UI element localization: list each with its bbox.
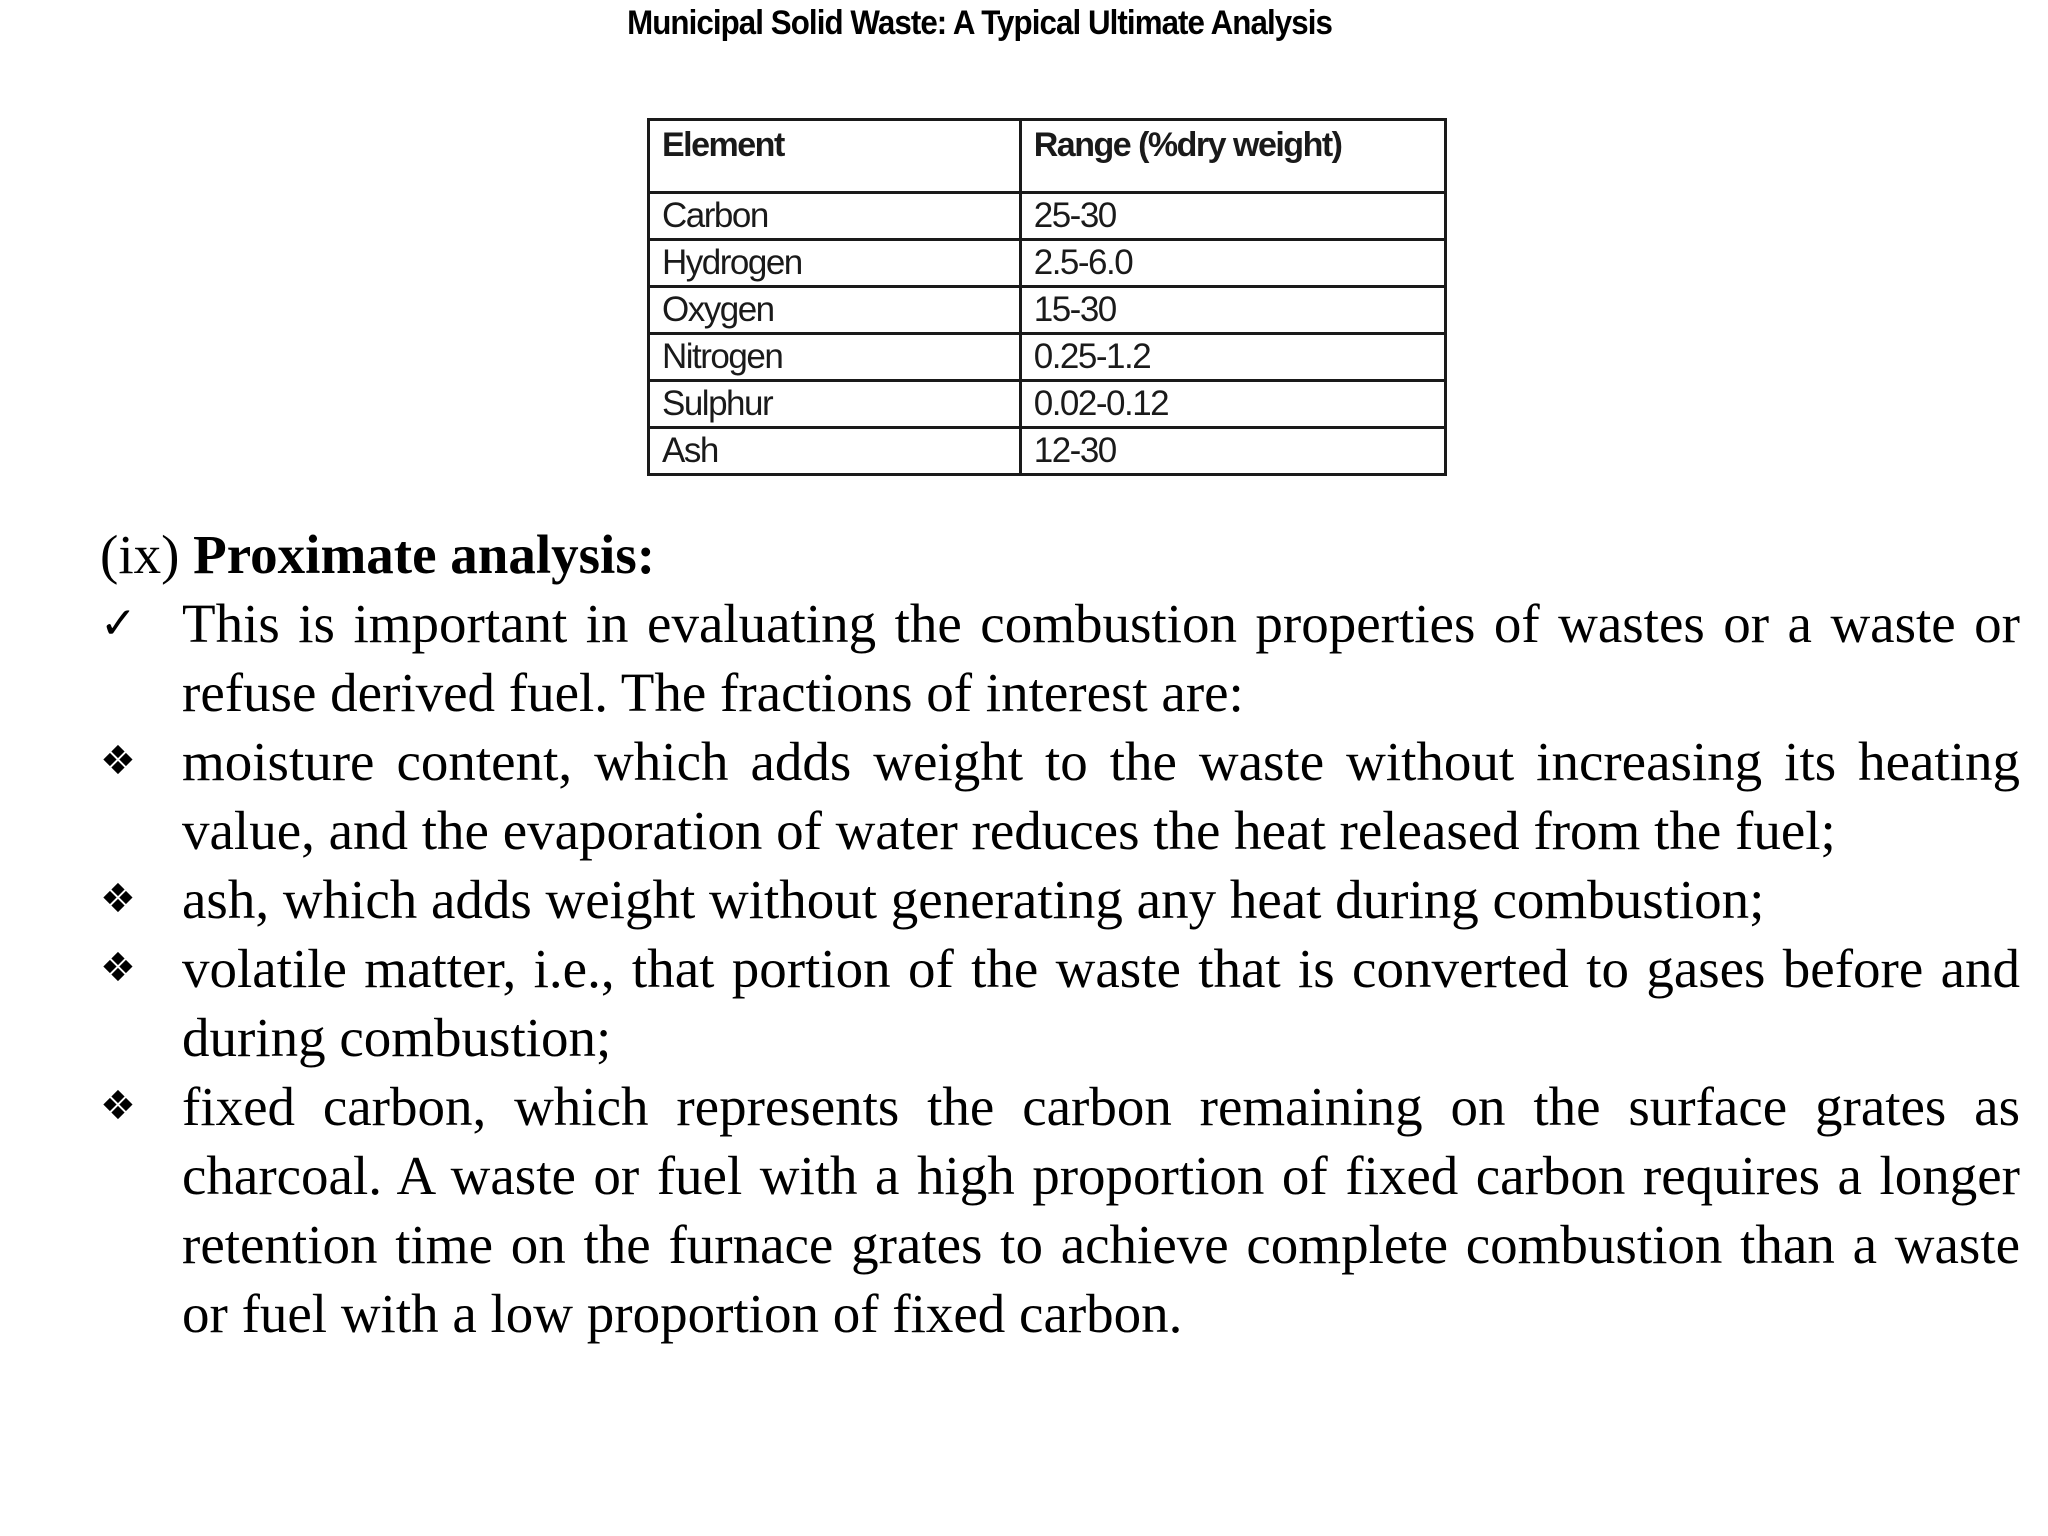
element-cell: Hydrogen: [649, 240, 1021, 287]
range-cell: 0.02-0.12: [1020, 381, 1445, 428]
bullet-text: volatile matter, i.e., that portion of the waste that is converted to gases before and during combustion;: [182, 938, 2020, 1068]
table-header-row: [649, 120, 1446, 193]
bullet-text: fixed carbon, which represents the carbon remaining on the surface grates as charcoal. A waste or fuel with a high proportion of fixed carbon requires a longer retention time on the furnace grates to achieve complete combustion than a waste or fuel with a low proportion of fixed carbon.: [182, 1076, 2020, 1344]
diamond-bullet-icon: ❖: [100, 738, 136, 784]
range-cell: 25-30: [1020, 193, 1445, 240]
range-cell: 0.25-1.2: [1020, 334, 1445, 381]
diamond-bullet-icon: ❖: [100, 1083, 136, 1129]
diamond-bullet-icon: ❖: [100, 876, 136, 922]
diamond-bullet-icon: ❖: [100, 945, 136, 991]
intro-item: [100, 589, 2020, 727]
bullet-text: ash, which adds weight without generating any heat during combustion;: [182, 869, 1765, 930]
list-item: [100, 1072, 2020, 1348]
table-title: Municipal Solid Waste: A Typical Ultimate Analysis: [627, 4, 1332, 42]
range-cell: 15-30: [1020, 287, 1445, 334]
proximate-analysis-section: [100, 520, 2020, 1348]
element-cell: Sulphur: [649, 381, 1021, 428]
element-cell: Ash: [649, 428, 1021, 475]
table-row: [649, 193, 1446, 240]
list-item: [100, 727, 2020, 865]
table-row: [649, 428, 1446, 475]
list-item: [100, 865, 2020, 934]
bullet-text: moisture content, which adds weight to the waste without increasing its heating value, and the evaporation of water reduces the heat released from the fuel;: [182, 731, 2020, 861]
table-row: [649, 381, 1446, 428]
table-row: [649, 240, 1446, 287]
intro-text: This is important in evaluating the combustion properties of wastes or a waste or refuse derived fuel. The fractions of interest are:: [182, 593, 2020, 723]
header-range: Range (%dry weight): [1020, 120, 1445, 193]
element-cell: Carbon: [649, 193, 1021, 240]
check-icon: ✓: [100, 598, 137, 649]
section-heading: [100, 520, 2020, 589]
element-cell: Oxygen: [649, 287, 1021, 334]
table-row: [649, 287, 1446, 334]
header-element: Element: [649, 120, 1021, 193]
list-item: [100, 934, 2020, 1072]
section-title: Proximate analysis:: [193, 524, 656, 585]
range-cell: 2.5-6.0: [1020, 240, 1445, 287]
ultimate-analysis-table: [647, 118, 1447, 476]
element-cell: Nitrogen: [649, 334, 1021, 381]
section-number: (ix): [100, 524, 180, 585]
table-row: [649, 334, 1446, 381]
range-cell: 12-30: [1020, 428, 1445, 475]
